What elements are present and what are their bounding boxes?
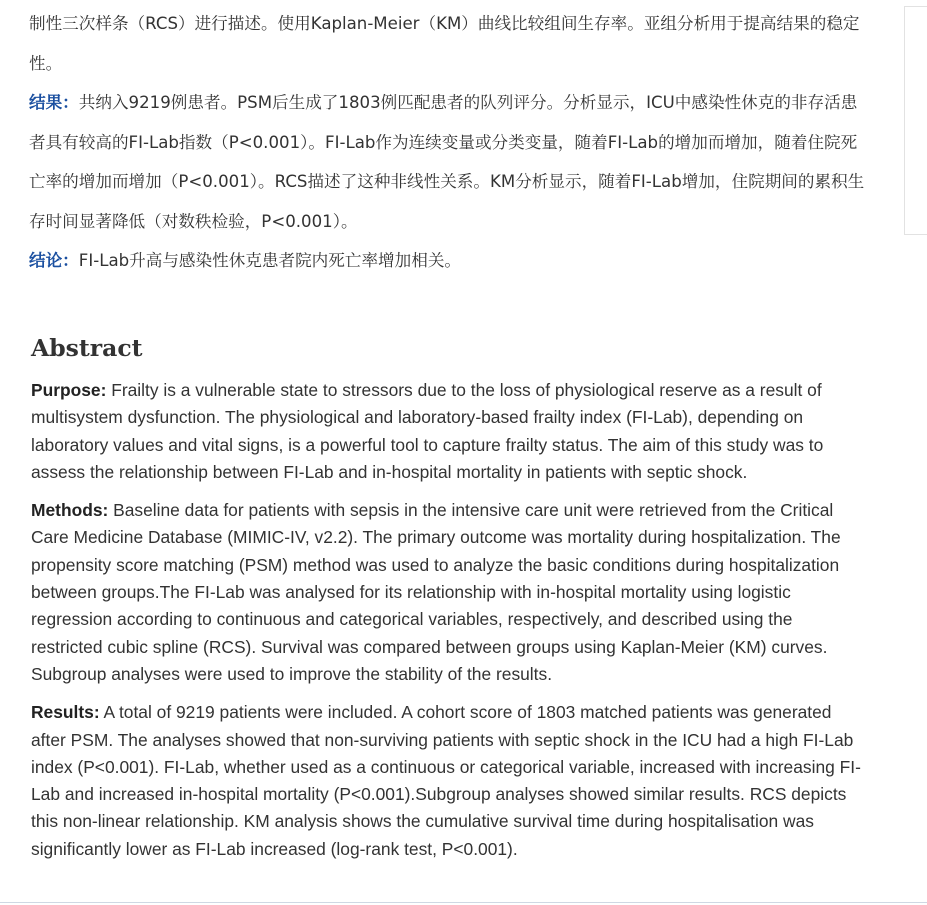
purpose-paragraph [31, 377, 861, 486]
purpose-text: Frailty is a vulnerable state to stressors due to the loss of physiological reserve as a result of multisystem dysfunction. The physiological and laboratory-based frailty index (FI-Lab), depending on laboratory values and vital signs, is a powerful tool to capture frailty status. The aim of this study was to assess the relationship between FI-Lab and in-hospital mortality in patients with septic shock. [31, 380, 824, 482]
english-abstract [31, 332, 861, 874]
chinese-conclusion-paragraph [29, 241, 869, 281]
bottom-divider [0, 902, 927, 903]
chinese-conclusion-label: 结论： [29, 251, 79, 270]
chinese-results-paragraph [29, 83, 869, 241]
side-panel [904, 6, 927, 235]
methods-label: Methods: [31, 500, 109, 521]
results-label: Results: [31, 702, 100, 723]
chinese-methods-tail: 制性三次样条（RCS）进行描述。使用Kaplan-Meier（KM）曲线比较组间生存率。亚组分析用于提高结果的稳定性。 [29, 14, 860, 73]
chinese-abstract [29, 4, 869, 281]
purpose-label: Purpose: [31, 380, 107, 400]
chinese-results-label: 结果： [29, 93, 79, 112]
methods-paragraph [31, 497, 861, 688]
methods-text: Baseline data for patients with sepsis in the intensive care unit were retrieved from the Critical Care Medicine Database (MIMIC-IV, v2.2). The primary outcome was mortality during hospitalization. The propensity score matching (PSM) method was used to analyze the basic conditions during hospitalization between groups.The FI-Lab was analysed for its relationship with in-hospital mortality using logistic regression according to continuous and categorical variables, respectively, and described using the restricted cubic spline (RCS). Survival was compared between groups using Kaplan-Meier (KM) curves. Subgroup analyses were used to improve the stability of the results. [31, 500, 841, 684]
chinese-results-text: 共纳入9219例患者。PSM后生成了1803例匹配患者的队列评分。分析显示，ICU中感染性休克的非存活患者具有较高的FI-Lab指数（P<0.001）。FI-Lab作为连续变量或分类变量，随着FI-Lab的增加而增加，随着住院死亡率的增加而增加（P<0.001）。RCS描述了这种非线性关系。KM分析显示，随着FI-Lab增加，住院期间的累积生存时间显著降低（对数秩检验，P<0.001）。 [29, 93, 865, 231]
abstract-heading: Abstract [31, 334, 143, 362]
results-paragraph [31, 699, 861, 863]
results-text: A total of 9219 patients were included. A cohort score of 1803 matched patients was generated after PSM. The analyses showed that non-surviving patients with septic shock in the ICU had a high FI-Lab index (P<0.001). FI-Lab, whether used as a continuous or categorical variable, increased with increasing FI-Lab and increased in-hospital mortality (P<0.001).Subgroup analyses showed similar results. RCS depicts this non-linear relationship. KM analysis shows the cumulative survival time during hospitalisation was significantly lower as FI-Lab increased (log-rank test, P<0.001). [31, 702, 861, 859]
chinese-conclusion-text: FI-Lab升高与感染性休克患者院内死亡率增加相关。 [78, 251, 462, 270]
